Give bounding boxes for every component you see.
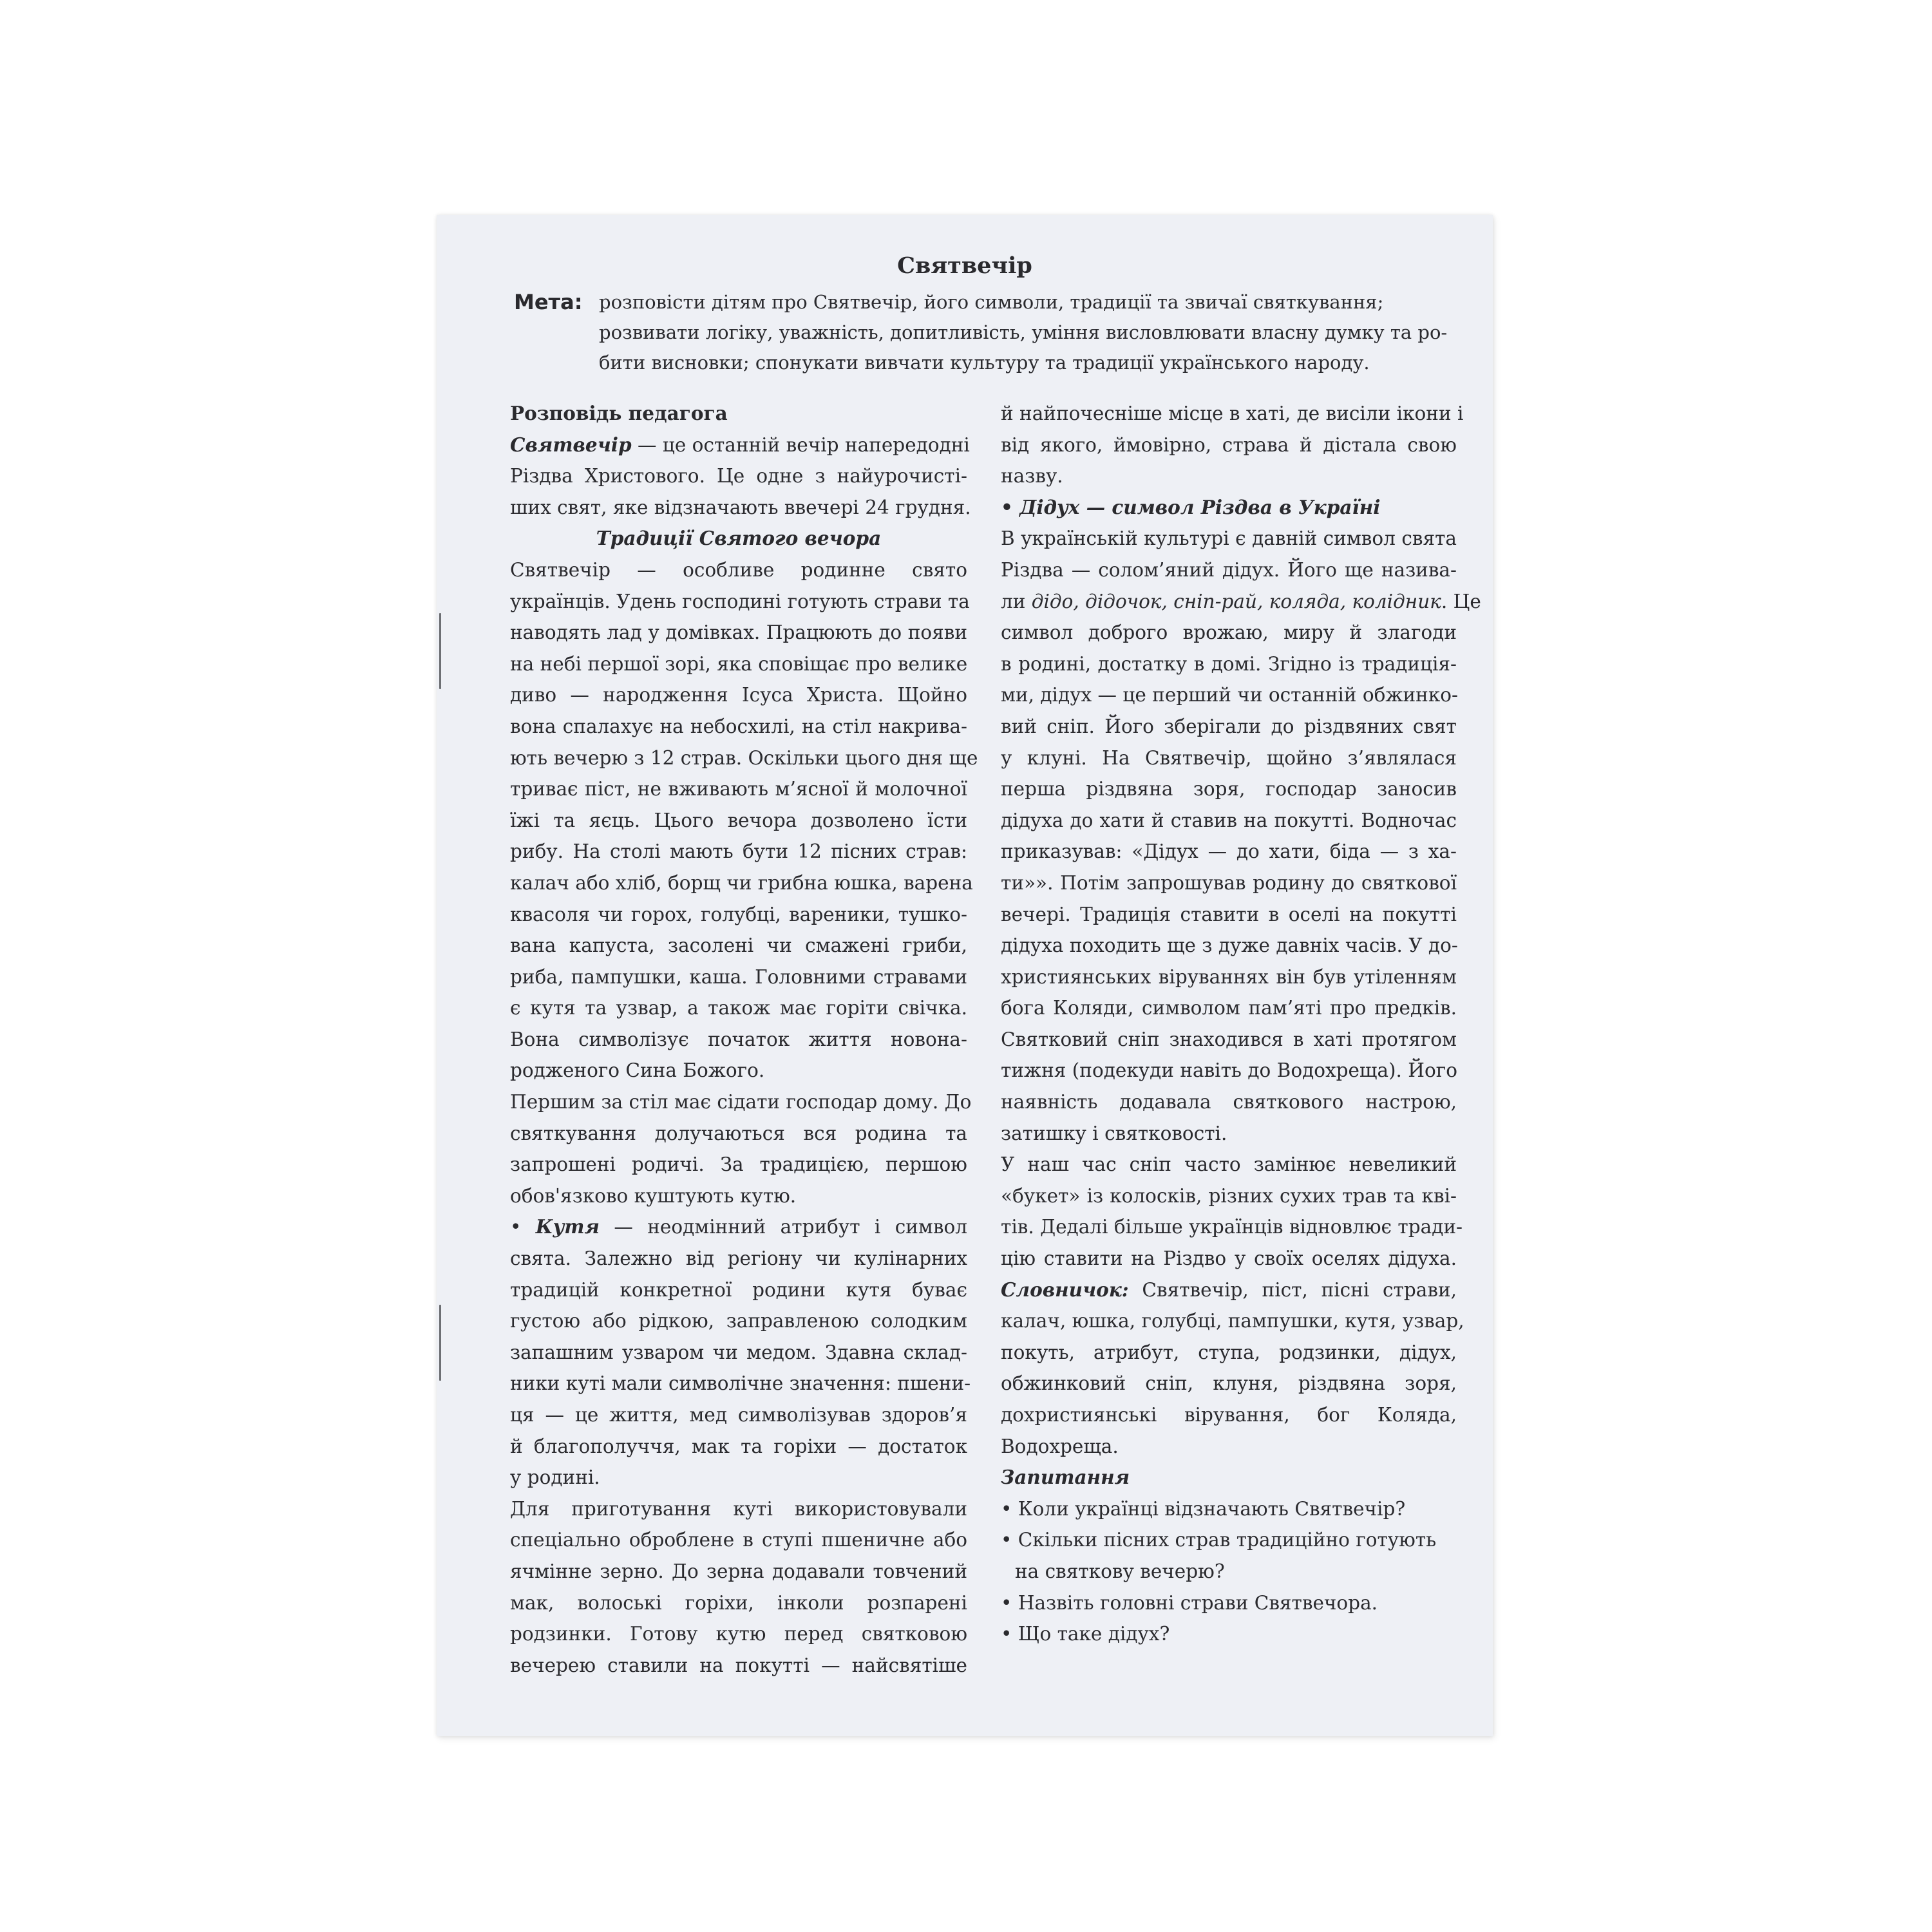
- text-line: українців. Удень господині готують страви та: [510, 590, 970, 612]
- text-line: запашним узваром чи медом. Здавна склад-: [510, 1341, 967, 1363]
- bullet: •: [510, 1216, 522, 1238]
- text-line: тижня (подекуди навіть до Водохреща). Його: [1001, 1059, 1457, 1082]
- text-line: мак, волоські горіхи, інколи розпарені: [510, 1591, 967, 1614]
- text-line: Різдва — солом’яний дідух. Його ще назива-: [1001, 558, 1457, 581]
- text-line: риба, пампушки, каша. Головними стравами: [510, 965, 967, 988]
- text-line: ших свят, яке відзначають ввечері 24 грудня.: [510, 496, 971, 518]
- text-line: Вона символізує початок життя новона-: [510, 1028, 967, 1050]
- staple: [439, 613, 441, 689]
- text-line: родженого Сина Божого.: [510, 1059, 765, 1082]
- text-line: в родині, достатку в домі. Згідно із традиція-: [1001, 652, 1457, 675]
- text-line: Святвечір — це останній вечір напередодні: [510, 433, 970, 456]
- text-line: • Кутя — неодмінний атрибут і символ: [510, 1215, 967, 1238]
- text-line: Для приготування куті використовували: [510, 1497, 967, 1520]
- text-line: ють вечерю з 12 страв. Оскільки цього дня ще: [510, 746, 978, 769]
- text-line: вона спалахує на небосхилі, на стіл накрива-: [510, 715, 967, 737]
- subheading: Традиції Святого вечора: [596, 527, 882, 550]
- text-line: тів. Дедалі більше українців відновлює тради-: [1001, 1216, 1463, 1238]
- text-line: рибу. На столі мають бути 12 пісних страв:: [510, 840, 967, 863]
- text-line: наводять лад у домівках. Працюють до появи: [510, 621, 967, 644]
- page-title: Святвечір: [897, 252, 1032, 279]
- glossary-label: Словничок:: [1001, 1278, 1129, 1301]
- text-line: густою або рідкою, заправленою солодким: [510, 1310, 967, 1332]
- text-line: спеціально оброблене в ступі пшеничне або: [510, 1529, 967, 1551]
- text-line: вечерею ставили на покутті — найсвятіше: [510, 1654, 967, 1676]
- text-line: дохристиянські вірування, бог Коляда,: [1001, 1404, 1457, 1426]
- question-item: • Що таке дідух?: [1001, 1623, 1170, 1645]
- text-line: Водохреща.: [1001, 1435, 1119, 1457]
- term: Святвечір: [510, 433, 632, 456]
- text-line: диво — народження Ісуса Христа. Щойно: [510, 684, 967, 706]
- text-line: цію ставити на Різдво у своїх оселях дідуха.: [1001, 1247, 1457, 1270]
- text-line: є кутя та узвар, а також має горіти свічка.: [510, 997, 967, 1019]
- text-line: ми, дідух — це перший чи останній обжинко-: [1001, 684, 1458, 706]
- text-line: приказував: «Дідух — до хати, біда — з ха-: [1001, 840, 1457, 863]
- question-item: • Скільки пісних страв традиційно готують: [1001, 1529, 1437, 1551]
- goal-section: [514, 287, 1448, 378]
- text-line: вечері. Традиція ставити в оселі на покутті: [1001, 903, 1457, 925]
- text-line: В українській культурі є давній символ свята: [1001, 527, 1457, 550]
- text-line: обжинковий сніп, клуня, різдвяна зоря,: [1001, 1372, 1457, 1395]
- text-line: Словничок: Святвечір, піст, пісні страви,: [1001, 1278, 1457, 1301]
- text-line: запрошені родичі. За традицією, першою: [510, 1153, 967, 1176]
- text-line: ця — це життя, мед символізував здоров’я: [510, 1404, 967, 1426]
- text-line: квасоля чи горох, голубці, вареники, тушко-: [510, 903, 967, 925]
- question-item: • Коли українці відзначають Святвечір?: [1001, 1497, 1406, 1520]
- staple: [439, 1305, 441, 1381]
- text-line: дідуха походить ще з дуже давніх часів. У до-: [1001, 934, 1458, 957]
- text-line: святкування долучаються вся родина та: [510, 1122, 967, 1144]
- text-line: традицій конкретної родини кутя буває: [510, 1278, 967, 1301]
- question-item: • Назвіть головні страви Святвечора.: [1001, 1591, 1378, 1614]
- questions-heading: Запитання: [1001, 1466, 1130, 1489]
- section-heading: Розповідь педагога: [510, 402, 728, 424]
- text-line: символ доброго врожаю, миру й злагоди: [1001, 621, 1457, 644]
- text-line: у родині.: [510, 1466, 600, 1489]
- left-column: [510, 398, 978, 1681]
- text-line: свята. Залежно від регіону чи кулінарних: [510, 1247, 967, 1270]
- text-line: наявність додавала святкового настрою,: [1001, 1091, 1457, 1113]
- goal-line: розповісти дітям про Святвечір, його символи, традиції та звичаї святкування;: [599, 291, 1384, 313]
- text-line: калач або хліб, борщ чи грибна юшка, варена: [510, 871, 973, 894]
- text-line: У наш час сніп часто замінює невеликий: [1001, 1153, 1457, 1176]
- goal-line: бити висновки; спонукати вивчати культуру та традиції українського народу.: [599, 352, 1370, 374]
- text-line: назву.: [1001, 465, 1063, 488]
- text-line: їжі та яєць. Цього вечора дозволено їсти: [510, 809, 967, 831]
- goal-line: розвивати логіку, уважність, допитливість, уміння висловлювати власну думку та ро-: [599, 321, 1448, 343]
- question-item: на святкову вечерю?: [1015, 1560, 1225, 1582]
- text-line: обов'язково куштують кутю.: [510, 1184, 797, 1207]
- text-line: триває піст, не вживають м’ясної й молочної: [510, 778, 967, 800]
- text-line: Святковий сніп знаходився в хаті протягом: [1001, 1028, 1457, 1050]
- text-line: й найпочесніше місце в хаті, де висіли ікони і: [1001, 402, 1464, 424]
- text-line: ники куті мали символічне значення: пшени-: [510, 1372, 971, 1395]
- text-line: й благополуччя, мак та горіхи — достаток: [510, 1435, 967, 1457]
- text-line: ти»». Потім запрошував родину до святкової: [1001, 871, 1457, 894]
- text-line: Першим за стіл має сідати господар дому. До: [510, 1091, 972, 1113]
- text-line: на небі першої зорі, яка сповіщає про велике: [510, 652, 968, 675]
- subheading: • Дідух — символ Різдва в Україні: [1001, 495, 1381, 518]
- text-line: калач, юшка, голубці, пампушки, кутя, узвар,: [1001, 1310, 1464, 1332]
- text-line: ячмінне зерно. До зерна додавали товчений: [510, 1560, 967, 1582]
- text-line: Святвечір — особливе родинне свято: [510, 558, 967, 581]
- text-line: християнських віруваннях він був утіленням: [1001, 965, 1457, 988]
- text-line: від якого, ймовірно, страва й дістала свою: [1001, 433, 1457, 456]
- text-line: вана капуста, засолені чи смажені гриби,: [510, 934, 967, 957]
- term: Кутя: [535, 1215, 600, 1238]
- right-column: [1001, 398, 1481, 1650]
- text-line: ли дідо, дідочок, сніп-рай, коляда, колідник. Це: [1001, 590, 1481, 612]
- booklet-page: [437, 215, 1493, 1736]
- text-line: Різдва Христового. Це одне з найурочисті-: [510, 465, 967, 488]
- goal-label: Мета:: [514, 290, 583, 314]
- text-line: покуть, атрибут, ступа, родзинки, дідух,: [1001, 1341, 1457, 1363]
- text-line: вий сніп. Його зберігали до різдвяних свят: [1001, 715, 1457, 737]
- text-line: дідуха до хати й ставив на покутті. Водночас: [1001, 809, 1457, 831]
- text-line: бога Коляди, символом пам’яті про предків.: [1001, 997, 1457, 1019]
- text-line: затишку і святковості.: [1001, 1122, 1227, 1144]
- text-line: родзинки. Готову кутю перед святковою: [510, 1623, 967, 1645]
- text-line: у клуні. На Святвечір, щойно з’являлася: [1001, 746, 1457, 769]
- text-line: «букет» із колосків, різних сухих трав та кві-: [1001, 1184, 1457, 1207]
- text-line: перша різдвяна зоря, господар заносив: [1001, 778, 1457, 800]
